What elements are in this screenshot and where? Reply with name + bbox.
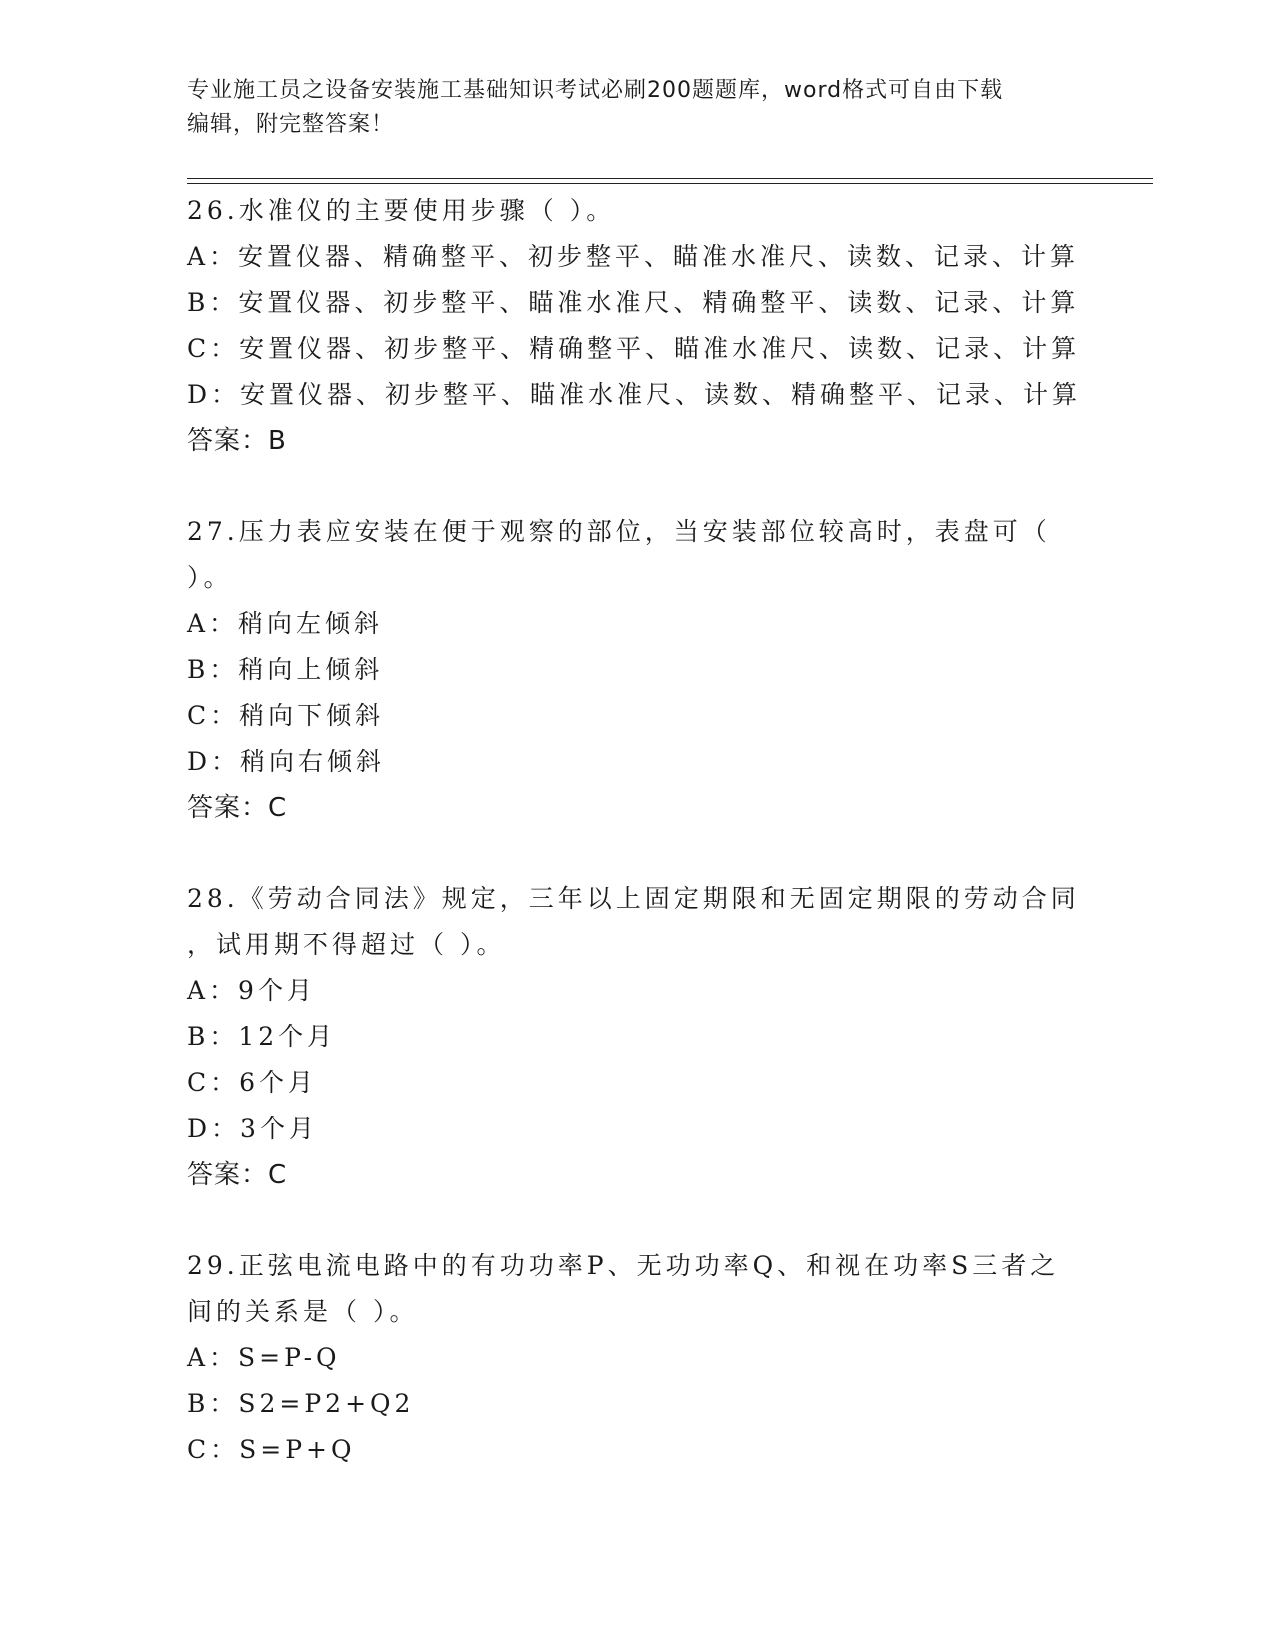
option-a: A：S=P-Q — [187, 1343, 341, 1372]
header-title-line-1: 专业施工员之设备安装施工基础知识考试必刷200题题库，word格式可自由下载 — [187, 78, 1004, 103]
option-a: A：安置仪器、精确整平、初步整平、瞄准水准尺、读数、记录、计算 — [187, 242, 1080, 271]
question-27 — [187, 509, 1087, 831]
option-d: D：安置仪器、初步整平、瞄准水准尺、读数、精确整平、记录、计算 — [187, 380, 1082, 409]
question-stem-continued: ，试用期不得超过（ ）。 — [187, 930, 506, 959]
option-a: A：9个月 — [187, 976, 316, 1005]
header-divider-top — [187, 178, 1153, 179]
question-stem: 29.正弦电流电路中的有功功率P、无功功率Q、和视在功率S三者之 — [187, 1251, 1060, 1280]
question-stem: 26.水准仪的主要使用步骤（ ）。 — [187, 196, 616, 225]
answer-line: 答案：C — [187, 1160, 288, 1190]
header-divider-bottom — [187, 183, 1153, 184]
question-29 — [187, 1243, 1087, 1473]
question-stem: 27.压力表应安装在便于观察的部位，当安装部位较高时，表盘可（ — [187, 517, 1051, 546]
option-c: C：安置仪器、初步整平、精确整平、瞄准水准尺、读数、记录、计算 — [187, 334, 1081, 363]
option-a: A：稍向左倾斜 — [187, 609, 384, 638]
header-title-line-2: 编辑，附完整答案！ — [187, 112, 395, 137]
document-header — [187, 74, 1087, 142]
question-list — [187, 188, 1087, 1473]
option-b: B：S2=P2+Q2 — [187, 1389, 415, 1418]
answer-line: 答案：C — [187, 793, 288, 823]
option-c: C：6个月 — [187, 1068, 318, 1097]
question-26 — [187, 188, 1087, 464]
option-d: D：稍向右倾斜 — [187, 747, 386, 776]
option-b: B：稍向上倾斜 — [187, 655, 384, 684]
option-d: D：3个月 — [187, 1114, 318, 1143]
option-c: C：S=P+Q — [187, 1435, 356, 1464]
option-b: B：安置仪器、初步整平、瞄准水准尺、精确整平、读数、记录、计算 — [187, 288, 1080, 317]
question-stem-continued: 间的关系是（ ）。 — [187, 1297, 419, 1326]
question-28 — [187, 876, 1087, 1198]
question-stem-continued: ）。 — [187, 563, 233, 592]
question-stem: 28.《劳动合同法》规定，三年以上固定期限和无固定期限的劳动合同 — [187, 884, 1080, 913]
option-c: C：稍向下倾斜 — [187, 701, 385, 730]
option-b: B：12个月 — [187, 1022, 337, 1051]
answer-line: 答案：B — [187, 426, 287, 456]
